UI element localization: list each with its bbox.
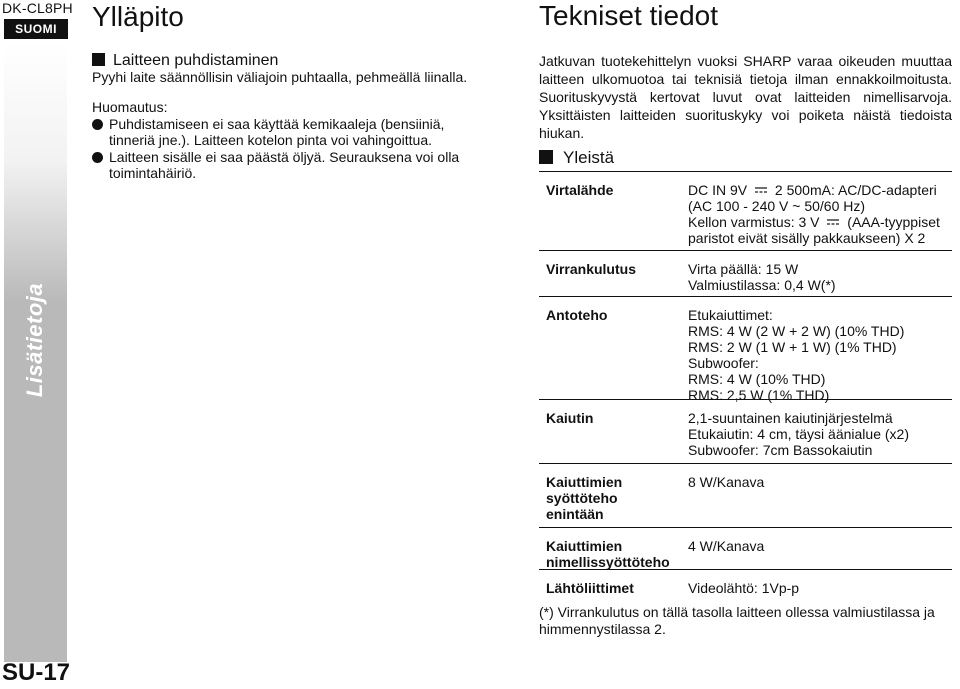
note-line: toimintahäiriö. [109, 165, 197, 181]
note-item [92, 149, 482, 181]
spec-value [688, 261, 952, 293]
round-bullet-icon [92, 152, 103, 163]
side-tab-label [4, 270, 67, 410]
spec-row [539, 463, 952, 528]
specs-title: Tekniset tiedot [539, 0, 718, 31]
note-line: Puhdistamiseen ei saa käyttää kemikaaleja (bensiiniä, [109, 116, 445, 132]
spec-value-line: 2 500mA: AC/DC-adapteri [774, 182, 937, 198]
spec-label: Virtalähde [546, 182, 614, 198]
spec-value-line: 8 W/Kanava [688, 474, 765, 490]
note-line: Laitteen sisälle ei saa päästä öljyä. Seurauksena voi olla [109, 149, 460, 165]
spec-label-line: Kaiuttimien [546, 538, 623, 554]
cleaning-text: Pyyhi laite säännöllisin väliajoin puhtaalla, pehmeällä liinalla. [92, 69, 468, 85]
spec-label: Virrankulutus [546, 261, 636, 277]
spec-value-line: RMS: 2,5 W (1% THD) [688, 387, 830, 403]
model-number: DK-CL8PH [2, 0, 73, 16]
footnote: (*) Virrankulutus on tällä tasolla laitteen ollessa valmiustilassa ja himmennystilassa 2. [539, 604, 935, 637]
spec-label-line: syöttöteho [546, 490, 618, 506]
cleaning-heading: Laitteen puhdistaminen [113, 52, 279, 69]
spec-value [688, 307, 952, 403]
spec-value-line: RMS: 4 W (10% THD) [688, 371, 826, 387]
spec-value [688, 474, 952, 490]
round-bullet-icon [92, 119, 103, 130]
language-badge: SUOMI [4, 19, 68, 39]
spec-value-line: 4 W/Kanava [688, 538, 765, 554]
dc-symbol-icon [827, 219, 839, 225]
spec-value-line: paristot eivät sisälly pakkaukseen) X 2 [688, 230, 926, 246]
spec-label [546, 538, 681, 570]
note-heading: Huomautus: [92, 99, 168, 115]
spec-value-line: Etukaiutin: 4 cm, täysi äänialue (x2) [688, 426, 909, 442]
note-line: tinneriä jne.). Laitteen kotelon pinta voi vahingoittua. [109, 132, 432, 148]
spec-value-line: RMS: 4 W (2 W + 2 W) (10% THD) [688, 323, 905, 339]
spec-label-line: Kaiuttimien [546, 474, 623, 490]
spec-value [688, 182, 952, 246]
specs-intro: Jatkuvan tuotekehittelyn vuoksi SHARP varaa oikeuden muuttaa laitteen ulkomuotoa tai teknisiä tietoja ilman ennakkoilmoitusta. Suorituskyvystä kertovat luvut ovat laitteiden nimellisarvoja. Yksittäisten laitteiden suorituskyky voi poiketa näistä tiedoista hiukan. [539, 53, 952, 141]
spec-label: Kaiutin [546, 410, 594, 426]
side-tab-text: Lisätietoja [22, 282, 48, 398]
square-bullet-icon [539, 150, 553, 164]
spec-row [539, 171, 952, 251]
cleaning-heading-row [92, 52, 482, 69]
spec-row [539, 527, 952, 570]
spec-value [688, 410, 952, 458]
spec-value-line: Videolähtö: 1Vp-p [688, 580, 800, 596]
spec-label: Antoteho [546, 307, 608, 323]
spec-value-line: (AC 100 - 240 V ~ 50/60 Hz) [688, 198, 866, 214]
spec-value-line: 2,1-suuntainen kaiutinjärjestelmä [688, 410, 893, 426]
spec-row [539, 569, 952, 602]
note-item [92, 116, 482, 148]
spec-value-line: Subwoofer: 7cm Bassokaiutin [688, 442, 873, 458]
spec-value [688, 538, 952, 554]
spec-value-line: Kellon varmistus: 3 V [688, 214, 820, 230]
spec-value-line: DC IN 9V [688, 182, 748, 198]
spec-value-line: (AAA-tyyppiset [847, 214, 940, 230]
general-heading-row [539, 148, 614, 168]
square-bullet-icon [92, 53, 105, 66]
general-heading: Yleistä [563, 148, 615, 167]
spec-value-line: Valmiustilassa: 0,4 W(*) [688, 277, 836, 293]
page-number: SU-17 [2, 659, 71, 686]
maintenance-title: Ylläpito [92, 1, 184, 32]
spec-row [539, 296, 952, 403]
spec-value [688, 580, 952, 596]
dc-symbol-icon [755, 187, 767, 193]
spec-row [539, 399, 952, 464]
spec-label: Lähtöliittimet [546, 580, 634, 596]
spec-value-line: Etukaiuttimet: [688, 307, 773, 323]
spec-row [539, 250, 952, 297]
spec-label [546, 474, 681, 522]
spec-value-line: Subwoofer: [688, 355, 759, 371]
spec-label-line: enintään [546, 506, 604, 522]
spec-value-line: Virta päällä: 15 W [688, 261, 799, 277]
spec-value-line: RMS: 2 W (1 W + 1 W) (1% THD) [688, 339, 897, 355]
spec-label-line: nimellissyöttöteho [546, 554, 670, 570]
